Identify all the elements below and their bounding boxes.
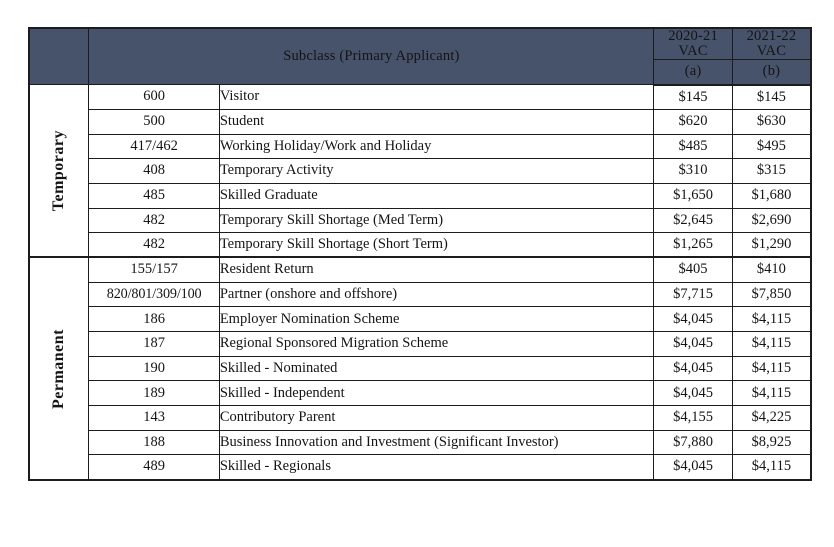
subclass-code-cell: 189 — [89, 381, 219, 406]
vac-2020-21-cell: $4,155 — [654, 406, 733, 431]
group-label-text: Temporary — [49, 130, 67, 212]
vac-2021-22-cell: $4,225 — [732, 406, 811, 431]
table-row — [29, 233, 811, 258]
group-label-text: Permanent — [49, 328, 67, 409]
table-row — [29, 183, 811, 208]
vac-2021-22-cell: $315 — [732, 159, 811, 184]
group-label-permanent — [29, 257, 89, 479]
table-row — [29, 356, 811, 381]
table-row — [29, 134, 811, 159]
table-row — [29, 208, 811, 233]
subclass-description-cell: Temporary Skill Shortage (Short Term) — [219, 233, 653, 258]
header-note-a: (a) — [654, 60, 733, 85]
subclass-description-cell: Business Innovation and Investment (Significant Investor) — [219, 430, 653, 455]
subclass-description-cell: Working Holiday/Work and Holiday — [219, 134, 653, 159]
subclass-description-cell: Skilled - Nominated — [219, 356, 653, 381]
vac-2020-21-cell: $4,045 — [654, 307, 733, 332]
table-row — [29, 257, 811, 282]
subclass-description-cell: Skilled - Regionals — [219, 455, 653, 480]
header-subclass: Subclass (Primary Applicant) — [89, 28, 654, 85]
subclass-code-cell: 482 — [89, 208, 219, 233]
header-note-b: (b) — [732, 60, 811, 85]
table-row — [29, 109, 811, 134]
subclass-description-cell: Student — [219, 109, 653, 134]
vac-2021-22-cell: $4,115 — [732, 381, 811, 406]
table-row — [29, 85, 811, 110]
vac-2020-21-cell: $1,265 — [654, 233, 733, 258]
header-vac-2020-21 — [654, 28, 733, 60]
subclass-code-cell: 408 — [89, 159, 219, 184]
table-row — [29, 307, 811, 332]
table-row — [29, 159, 811, 184]
vac-2021-22-cell: $145 — [732, 85, 811, 110]
header-vac-2021-22 — [732, 28, 811, 60]
vac-2020-21-cell: $310 — [654, 159, 733, 184]
subclass-code-cell: 188 — [89, 430, 219, 455]
vac-2021-22-cell: $1,680 — [732, 183, 811, 208]
vac-2021-22-cell: $4,115 — [732, 332, 811, 357]
header-vac-2020-21-year: 2020-21 — [668, 28, 718, 44]
subclass-description-cell: Partner (onshore and offshore) — [219, 282, 653, 307]
vac-2021-22-cell: $4,115 — [732, 455, 811, 480]
subclass-code-cell: 143 — [89, 406, 219, 431]
subclass-code-cell: 820/801/309/100 — [89, 282, 219, 307]
vac-2020-21-cell: $4,045 — [654, 455, 733, 480]
subclass-code-cell: 482 — [89, 233, 219, 258]
vac-2020-21-cell: $2,645 — [654, 208, 733, 233]
vac-2020-21-cell: $7,715 — [654, 282, 733, 307]
vac-2020-21-cell: $405 — [654, 257, 733, 282]
subclass-description-cell: Skilled Graduate — [219, 183, 653, 208]
vac-2021-22-cell: $630 — [732, 109, 811, 134]
table-row — [29, 455, 811, 480]
subclass-code-cell: 155/157 — [89, 257, 219, 282]
table-row — [29, 332, 811, 357]
subclass-description-cell: Resident Return — [219, 257, 653, 282]
vac-2020-21-cell: $4,045 — [654, 381, 733, 406]
subclass-description-cell: Employer Nomination Scheme — [219, 307, 653, 332]
vac-2021-22-cell: $495 — [732, 134, 811, 159]
subclass-code-cell: 500 — [89, 109, 219, 134]
subclass-code-cell: 190 — [89, 356, 219, 381]
subclass-code-cell: 485 — [89, 183, 219, 208]
table-row — [29, 381, 811, 406]
vac-2021-22-cell: $7,850 — [732, 282, 811, 307]
subclass-code-cell: 489 — [89, 455, 219, 480]
vac-2020-21-cell: $4,045 — [654, 332, 733, 357]
vac-2020-21-cell: $1,650 — [654, 183, 733, 208]
vac-2021-22-cell: $2,690 — [732, 208, 811, 233]
header-vac-2020-21-label: VAC — [678, 43, 708, 60]
vac-2020-21-cell: $485 — [654, 134, 733, 159]
group-label-temporary — [29, 85, 89, 258]
subclass-description-cell: Temporary Skill Shortage (Med Term) — [219, 208, 653, 233]
table-row — [29, 282, 811, 307]
vac-2020-21-cell: $4,045 — [654, 356, 733, 381]
header-group-blank — [29, 28, 89, 85]
subclass-code-cell: 187 — [89, 332, 219, 357]
table-row — [29, 406, 811, 431]
subclass-description-cell: Regional Sponsored Migration Scheme — [219, 332, 653, 357]
visa-application-charge-table — [28, 27, 812, 481]
vac-2021-22-cell: $4,115 — [732, 307, 811, 332]
vac-2021-22-cell: $8,925 — [732, 430, 811, 455]
header-vac-2021-22-year: 2021-22 — [746, 28, 797, 44]
subclass-code-cell: 600 — [89, 85, 219, 110]
header-vac-2021-22-label: VAC — [756, 43, 787, 60]
vac-2020-21-cell: $145 — [654, 85, 733, 110]
subclass-description-cell: Temporary Activity — [219, 159, 653, 184]
subclass-description-cell: Skilled - Independent — [219, 381, 653, 406]
subclass-code-cell: 186 — [89, 307, 219, 332]
subclass-code-cell: 417/462 — [89, 134, 219, 159]
vac-2021-22-cell: $4,115 — [732, 356, 811, 381]
subclass-description-cell: Contributory Parent — [219, 406, 653, 431]
subclass-description-cell: Visitor — [219, 85, 653, 110]
vac-2021-22-cell: $410 — [732, 257, 811, 282]
table-body — [29, 85, 811, 480]
vac-2020-21-cell: $620 — [654, 109, 733, 134]
table-row — [29, 430, 811, 455]
table-header — [29, 28, 811, 85]
vac-2020-21-cell: $7,880 — [654, 430, 733, 455]
header-row-main — [29, 28, 811, 60]
visa-fee-table-container — [28, 27, 812, 481]
vac-2021-22-cell: $1,290 — [732, 233, 811, 258]
